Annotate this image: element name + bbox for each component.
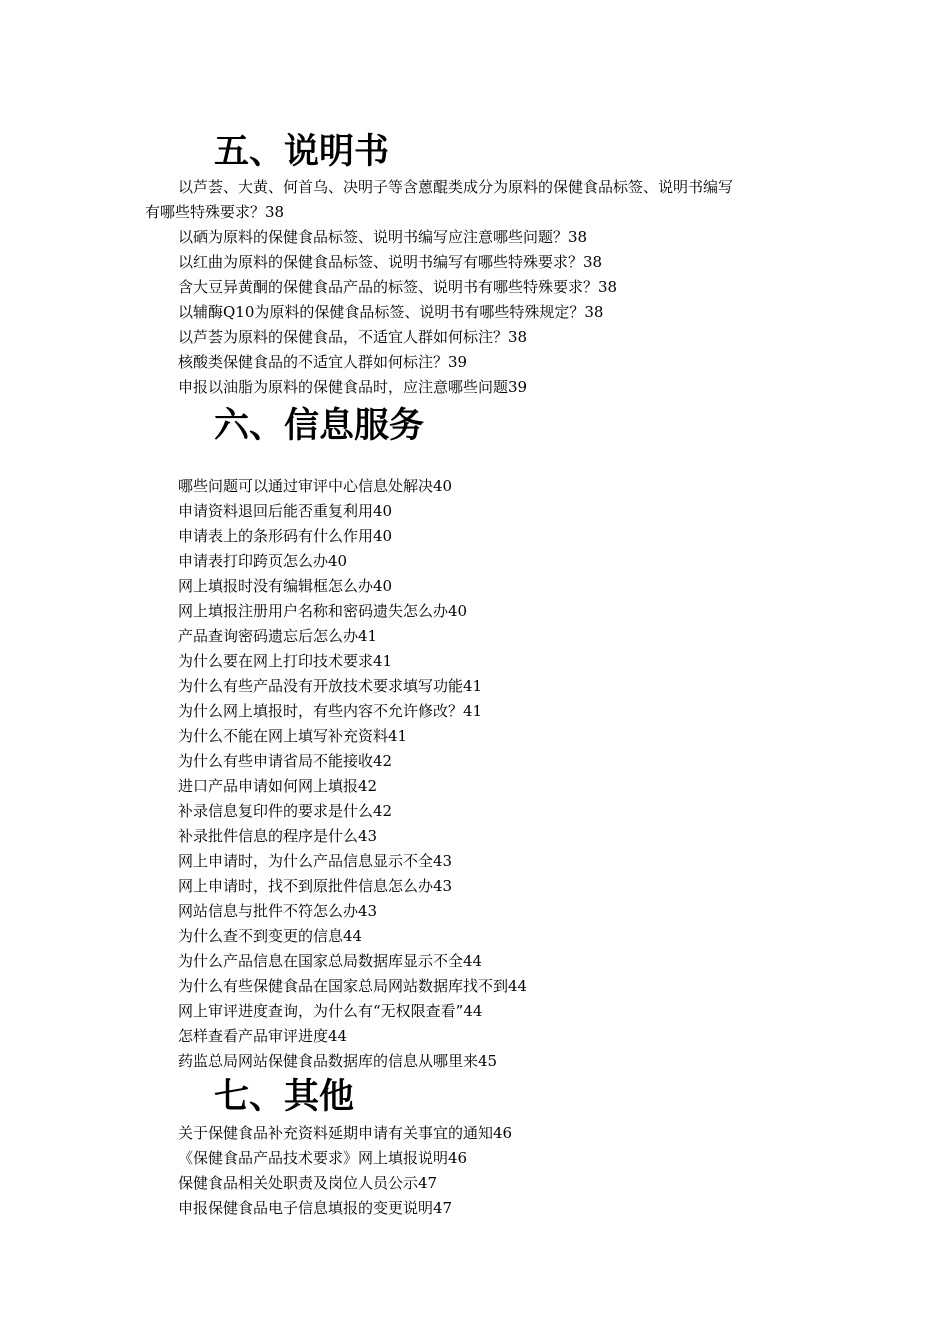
toc-entry: 为什么不能在网上填写补充资料41 — [178, 727, 408, 745]
toc-entry-line2: 有哪些特殊要求？38 — [145, 203, 285, 221]
toc-entry: 网上申请时，为什么产品信息显示不全43 — [178, 852, 453, 870]
toc-entry: 申报以油脂为原料的保健食品时，应注意哪些问题39 — [178, 378, 528, 396]
toc-entry: 申请资料退回后能否重复利用40 — [178, 502, 393, 520]
toc-entry: 为什么查不到变更的信息44 — [178, 927, 363, 945]
section-6-list — [0, 474, 950, 1074]
toc-entry: 产品查询密码遗忘后怎么办41 — [178, 627, 378, 645]
toc-entry: 关于保健食品补充资料延期申请有关事宜的通知46 — [178, 1124, 513, 1142]
section-heading-7: 七、其他 — [214, 1077, 355, 1117]
toc-entry — [0, 175, 950, 225]
toc-entry: 含大豆异黄酮的保健食品产品的标签、说明书有哪些特殊要求？38 — [178, 278, 618, 296]
toc-entry: 核酸类保健食品的不适宜人群如何标注？39 — [178, 353, 468, 371]
section-heading-6: 六、信息服务 — [214, 406, 425, 446]
section-7-list — [0, 1121, 950, 1221]
section-heading-5: 五、说明书 — [214, 132, 390, 172]
toc-entry: 网站信息与批件不符怎么办43 — [178, 902, 378, 920]
toc-entry: 网上审评进度查询，为什么有“无权限查看”44 — [178, 1002, 483, 1020]
toc-entry: 申请表上的条形码有什么作用40 — [178, 527, 393, 545]
toc-entry: 为什么产品信息在国家总局数据库显示不全44 — [178, 952, 483, 970]
toc-entry: 网上申请时，找不到原批件信息怎么办43 — [178, 877, 453, 895]
toc-entry: 以硒为原料的保健食品标签、说明书编写应注意哪些问题？38 — [178, 228, 588, 246]
toc-entry: 申报保健食品电子信息填报的变更说明47 — [178, 1199, 453, 1217]
toc-entry: 《保健食品产品技术要求》网上填报说明46 — [178, 1149, 468, 1167]
toc-entry: 申请表打印跨页怎么办40 — [178, 552, 348, 570]
toc-entry: 为什么有些保健食品在国家总局网站数据库找不到44 — [178, 977, 528, 995]
toc-entry: 进口产品申请如何网上填报42 — [178, 777, 378, 795]
toc-entry: 以辅酶Q10为原料的保健食品标签、说明书有哪些特殊规定？38 — [178, 303, 604, 321]
toc-entry: 以红曲为原料的保健食品标签、说明书编写有哪些特殊要求？38 — [178, 253, 603, 271]
toc-entry: 网上填报注册用户名称和密码遗失怎么办40 — [178, 602, 468, 620]
section-5-list — [0, 175, 950, 400]
toc-entry-line1: 以芦荟、大黄、何首乌、决明子等含蒽醌类成分为原料的保健食品标签、说明书编写 — [178, 178, 734, 196]
toc-entry: 怎样查看产品审评进度44 — [178, 1027, 348, 1045]
toc-entry: 为什么要在网上打印技术要求41 — [178, 652, 393, 670]
toc-entry: 网上填报时没有编辑框怎么办40 — [178, 577, 393, 595]
toc-entry: 为什么网上填报时，有些内容不允许修改？41 — [178, 702, 483, 720]
toc-entry: 为什么有些申请省局不能接收42 — [178, 752, 393, 770]
toc-entry: 补录信息复印件的要求是什么42 — [178, 802, 393, 820]
toc-entry: 哪些问题可以通过审评中心信息处解决40 — [178, 477, 453, 495]
toc-entry: 药监总局网站保健食品数据库的信息从哪里来45 — [178, 1052, 498, 1070]
toc-entry: 补录批件信息的程序是什么43 — [178, 827, 378, 845]
toc-entry: 保健食品相关处职责及岗位人员公示47 — [178, 1174, 438, 1192]
toc-entry: 以芦荟为原料的保健食品，不适宜人群如何标注？38 — [178, 328, 528, 346]
toc-entry: 为什么有些产品没有开放技术要求填写功能41 — [178, 677, 483, 695]
